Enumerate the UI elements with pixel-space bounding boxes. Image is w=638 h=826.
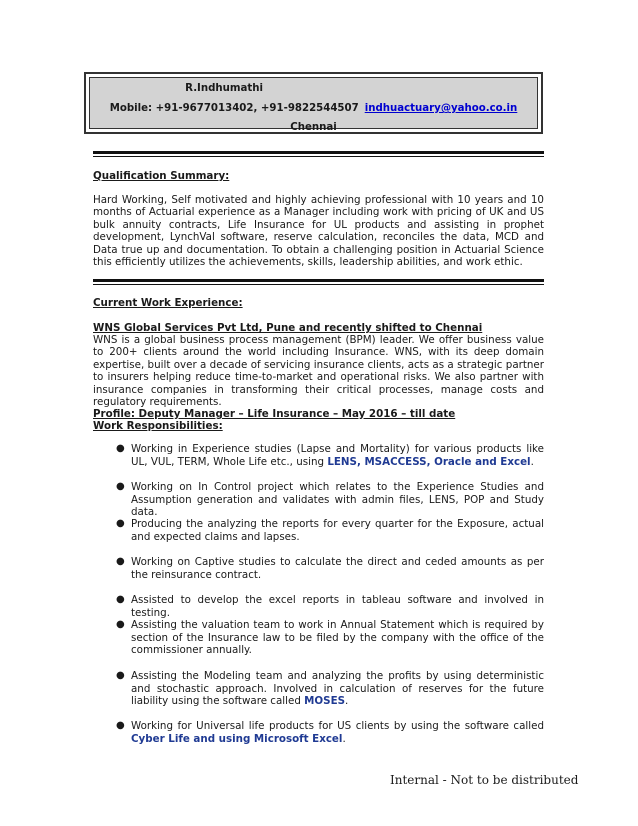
company-description: WNS is a global business process management (BPM) leader. We offer business value to 200+ clients around the world including Insurance. WNS, with its deep domain expertise, built over a decade of servicing insurance clients, acts as a strategic partner to insurers helping reduce time-to-market and operational risks. We also partner with insurance companies in transforming their critical processes, manage costs and regulatory requirements. xyxy=(93,334,544,409)
bullet-icon: ● xyxy=(116,481,125,492)
company-name: WNS Global Services Pvt Ltd, Pune and recently shifted to Chennai xyxy=(93,322,483,334)
candidate-city: Chennai xyxy=(290,122,337,133)
resume-page: R.Indhumathi Mobile: +91-9677013402, +91-9822544507 indhuactuary@yahoo.co.in Chennai Qualification Summary: Hard Working, Self motivated and highly achieving professional with 10 years and 10 months of Actuarial experience as a Manager including work with pricing of UK and US bulk annuity contracts, Life Insurance for UL products and assisting in prophet development, LynchVal software, reserve calculation, reconciles the data, MCD and Data true up and documentation. To obtain a challenging position in Actuarial Science this efficiently utilizes the achievements, skills, leadership abilities, and work ethic. Current Work Experience: WNS Global Services Pvt Ltd, Pune and recently shifted to Chennai WNS is a global business process management (BPM) leader. We offer business value to 200+ clients around the world including Insurance. WNS, with its deep domain expertise, built over a decade of servicing insurance clients, acts as a strategic partner to insurers helping reduce time-to-market and operational risks. We also partner with insurance companies in transforming their critical processes, manage costs and regulatory requirements. Profile: Deputy Manager – Life Insurance – May 2016 – till date Work Responsibilities: ● Working in Experience studies (Lapse and Mortality) for various products like UL, VUL, TERM, Whole Life etc., using LENS, MSACCESS, Oracle and Excel. ● Working on In Control project which relates to the Experience Studies and Assumption generation and validates with admin files, LENS, POP and Study data. ● Producing the analyzing the reports for every quarter for the Exposure, actual and expected claims and lapses. ● Working on Captive studies to calculate the direct and ceded amounts as per the reinsurance contract. ● Assisted to develop the excel reports in tableau software and involved in testing. ● Assisting the valuation team to work in Annual Statement which is required by section of the Insurance law to be filed by the company with the office of the commissioner annually. ● Assisting the Modeling team and analyzing the profits by using deterministic and stochastic approach. Involved in calculation of reserves for the future liability using the software called MOSES. ● Working for Universal life products for US clients by using the software called Cyber Life and using Microsoft Excel. Internal - Not to be distributed xyxy=(0,0,638,826)
qualification-heading: Qualification Summary: xyxy=(93,170,230,182)
mobile-numbers: Mobile: +91-9677013402, +91-9822544507 xyxy=(109,103,359,114)
contact-header-inner xyxy=(89,77,538,133)
section-divider xyxy=(93,151,544,157)
bullet-icon: ● xyxy=(116,619,125,630)
bullet-icon: ● xyxy=(116,556,125,567)
responsibilities-heading: Work Responsibilities: xyxy=(93,420,223,432)
candidate-name: R.Indhumathi xyxy=(185,83,264,94)
section-divider xyxy=(93,279,544,285)
experience-heading: Current Work Experience: xyxy=(93,297,243,309)
email-link[interactable]: indhuactuary@yahoo.co.in xyxy=(364,103,518,114)
bullet-icon: ● xyxy=(116,720,125,731)
contact-line xyxy=(90,103,537,114)
profile-title: Profile: Deputy Manager – Life Insurance – May 2016 – till date xyxy=(93,408,456,420)
qualification-summary: Hard Working, Self motivated and highly achieving professional with 10 years and 10 months of Actuarial experience as a Manager including work with pricing of UK and US bulk annuity contracts, Life Insurance for UL products and assisting in prophet development, LynchVal software, reserve calculation, reconciles the data, MCD and Data true up and documentation. To obtain a challenging position in Actuarial Science this efficiently utilizes the achievements, skills, leadership abilities, and work ethic. xyxy=(93,194,544,269)
bullet-icon: ● xyxy=(116,594,125,605)
contact-header-box xyxy=(84,72,543,134)
bullet-icon: ● xyxy=(116,443,125,454)
bullet-icon: ● xyxy=(116,518,125,529)
bullet-icon: ● xyxy=(116,670,125,681)
footer-note: Internal - Not to be distributed xyxy=(390,773,579,787)
